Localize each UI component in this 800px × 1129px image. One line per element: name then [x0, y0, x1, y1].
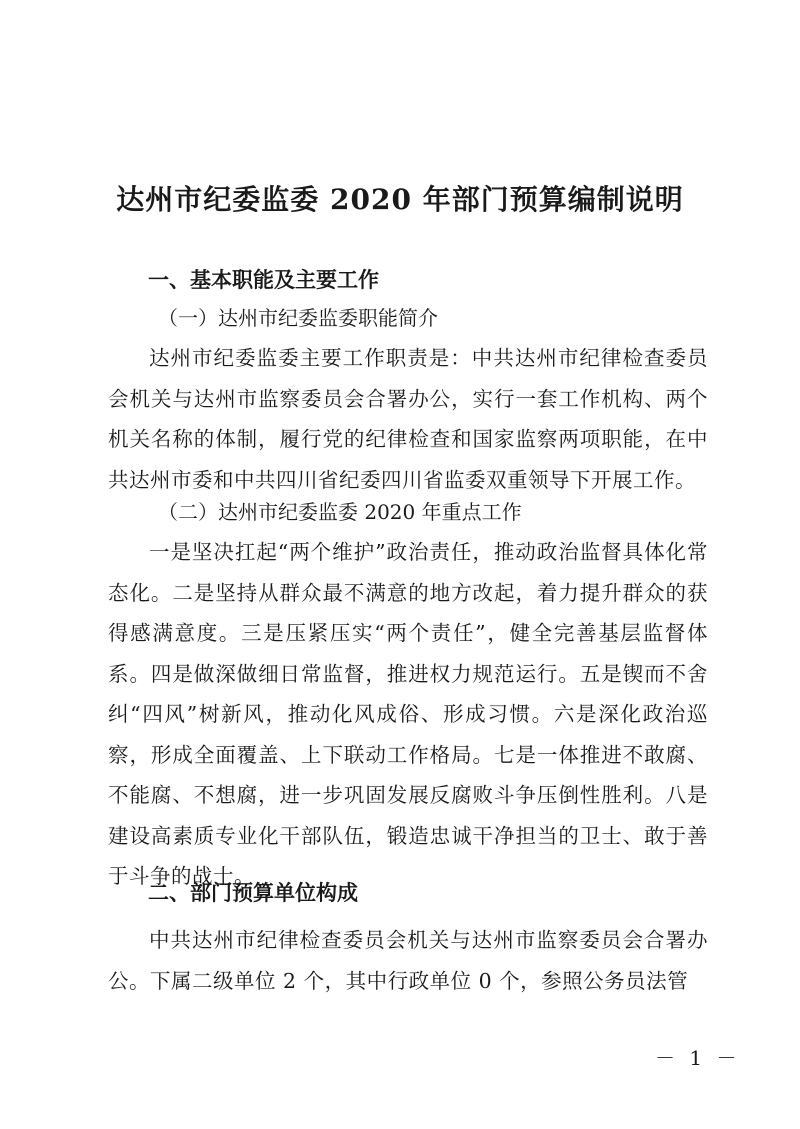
section-heading-basic-functions: 一、基本职能及主要工作 — [148, 267, 379, 292]
paragraph-functions-intro: 达州市纪委监委主要工作职责是：中共达州市纪律检查委员会机关与达州市监察委员会合署办公，实行一套工作机构、两个机关名称的体制，履行党的纪律检查和国家监察两项职能，在中共达州市委和中共四川省纪委四川省监委双重领导下开展工作。 — [108, 346, 708, 492]
subsection-heading-key-work: （二）达州市纪委监委 2020 年重点工作 — [158, 500, 522, 524]
page-number: － 1 － — [655, 1046, 741, 1070]
document-title: 达州市纪委监委 2020 年部门预算编制说明 — [116, 183, 684, 216]
subsection-heading-functions-intro: （一）达州市纪委监委职能简介 — [158, 306, 438, 330]
section-heading-budget-units: 二、部门预算单位构成 — [148, 880, 358, 905]
paragraph-key-work: 一是坚决扛起“两个维护”政治责任，推动政治监督具体化常态化。二是坚持从群众最不满意的地方改起，着力提升群众的获得感满意度。三是压紧压实“两个责任”，健全完善基层监督体系。四是做深做细日常监督，推进权力规范运行。五是锲而不舍纠“四风”树新风，推动化风成俗、形成习惯。六是深化政治巡察，形成全面覆盖、上下联动工作格局。七是一体推进不敢腐、不能腐、不想腐，进一步巩固发展反腐败斗争压倒性胜利。八是建设高素质专业化干部队伍，锻造忠诚干净担当的卫士、敢于善于斗争的战士。 — [108, 540, 708, 888]
paragraph-budget-units: 中共达州市纪律检查委员会机关与达州市监察委员会合署办公。下属二级单位 2 个，其中行政单位 0 个，参照公务员法管 — [108, 928, 708, 993]
